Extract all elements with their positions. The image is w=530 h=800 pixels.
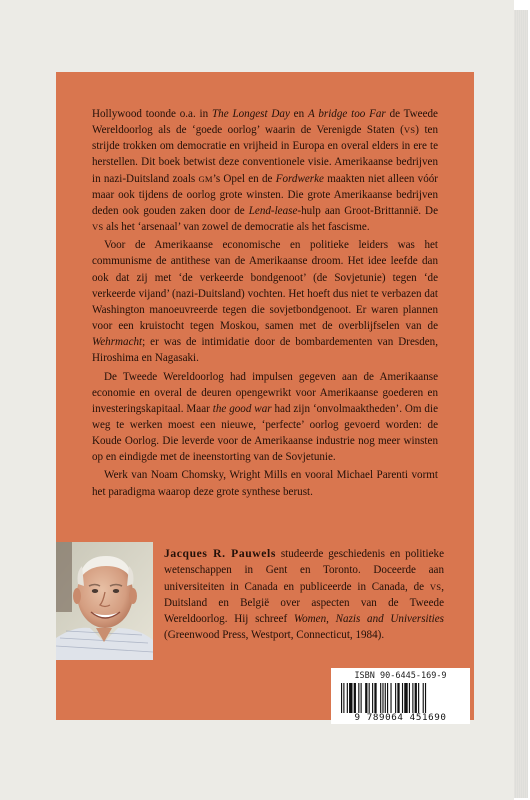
barcode-bar bbox=[354, 683, 356, 713]
orange-text-panel bbox=[56, 72, 474, 723]
text-run: studeerde geschiedenis en politieke wetenschappen in Gent en Toronto. Doceerde aan universiteiten in Canada en publiceerde in Canada, de bbox=[164, 548, 444, 593]
page-edge bbox=[514, 10, 528, 798]
text-run: had zijn ‘onvolmaaktheden’. Om die weg te werken moest een nieuwe, ‘perfecte’ oorlog gevoerd worden: de Koude Oorlog. Die leverde voor de Amerikaanse industrie nog meer winsten op en eindigde met de ineenstorting van de Sovjetunie. bbox=[92, 402, 438, 464]
ean-number: 9 789064 451690 bbox=[354, 712, 447, 723]
abbreviation: VS bbox=[429, 581, 442, 592]
barcode-bar bbox=[369, 683, 370, 713]
text-run: -hulp aan Groot-Brittannië. De bbox=[297, 204, 438, 217]
barcode-bar bbox=[390, 683, 391, 713]
barcode-bar bbox=[343, 683, 344, 713]
author-photo bbox=[56, 542, 153, 660]
barcode-bar bbox=[347, 683, 348, 713]
abbreviation: VS bbox=[92, 222, 104, 233]
author-name: Jacques R. Pauwels bbox=[164, 547, 276, 560]
text-run: ) ten strijde trokken om democratie en vrijheid in Europa en overal elders in ere te herstellen. Dit boek betwist deze conventionele visie. Amerikaanse bedrijven in nazi-Duitsland zoals bbox=[92, 124, 438, 185]
barcode-bar bbox=[418, 683, 419, 713]
company-name: Fordwerke bbox=[275, 172, 324, 185]
barcode-bar bbox=[397, 683, 399, 713]
abbreviation: GM bbox=[198, 173, 213, 184]
barcode-bar bbox=[395, 683, 396, 713]
term: Wehrmacht bbox=[92, 336, 143, 349]
barcode-bar bbox=[409, 683, 410, 713]
blurb-paragraph-1 bbox=[92, 106, 438, 235]
barcode-bar bbox=[374, 683, 376, 713]
barcode-bar bbox=[372, 683, 373, 713]
isbn-number: ISBN 90-6445-169-9 bbox=[354, 671, 447, 681]
blurb-text bbox=[92, 106, 438, 502]
barcode-bar bbox=[358, 683, 359, 713]
program-name: Lend-lease bbox=[248, 204, 298, 217]
author-portrait-graphic bbox=[56, 542, 153, 660]
film-title: The Longest Day bbox=[212, 108, 290, 120]
barcode-bar bbox=[361, 683, 362, 713]
blurb-paragraph-2 bbox=[92, 237, 438, 366]
barcode-bar bbox=[423, 683, 424, 713]
barcode-bar bbox=[425, 683, 426, 713]
barcode-bar bbox=[404, 683, 407, 713]
barcode-bar bbox=[382, 683, 383, 713]
barcode-bars bbox=[341, 683, 460, 713]
text-run: De Tweede Wereldoorlog had impulsen gegeven aan de Amerikaanse economie en overal de deuren opengewrikt voor Amerikaanse goederen en investeringskapitaal. Maar bbox=[92, 370, 438, 415]
text-run: ; er was de intimidatie door de bombardementen van Dresden, Hiroshima en Nagasaki. bbox=[92, 336, 438, 365]
text-run: ’s Opel en de bbox=[212, 172, 276, 185]
barcode-bar bbox=[415, 683, 417, 713]
text-run: en bbox=[289, 108, 308, 120]
book-title: Women, Nazis and Universities bbox=[293, 613, 444, 626]
barcode-bar bbox=[341, 683, 342, 713]
blurb-paragraph-4: Werk van Noam Chomsky, Wright Mills en vooral Michael Parenti vormt het paradigma waarop deze grote synthese berust. bbox=[92, 469, 438, 498]
barcode-bar bbox=[385, 683, 386, 713]
text-run: de Tweede Wereldoorlog als de ‘goede oorlog’ waarin de Verenigde Staten ( bbox=[92, 108, 438, 137]
barcode-bar bbox=[387, 683, 388, 713]
barcode-bar bbox=[349, 683, 352, 713]
barcode-bar bbox=[365, 683, 367, 713]
author-bio bbox=[164, 546, 444, 644]
isbn-barcode bbox=[331, 668, 470, 724]
abbreviation: VS bbox=[403, 125, 416, 136]
text-run: als het ‘arsenaal’ van zowel de democratie als het fascisme. bbox=[103, 221, 370, 234]
text-run: (Greenwood Press, Westport, Connecticut, 1984). bbox=[164, 629, 385, 642]
text-run: Hollywood toonde o.a. in bbox=[92, 108, 212, 120]
barcode-bar bbox=[412, 683, 413, 713]
barcode-bar bbox=[380, 683, 381, 713]
barcode-bar bbox=[402, 683, 403, 713]
blurb-paragraph-3 bbox=[92, 369, 438, 466]
text-run: maakten niet alleen vóór maar ook tijdens de oorlog grote winsten. Die grote Amerikaanse bedrijven deden ook gouden zaken door de bbox=[92, 172, 439, 217]
text-run: , Duitsland en België over aspecten van de Tweede Wereldoorlog. Hij schreef bbox=[164, 580, 444, 626]
text-run: Voor de Amerikaanse economische en politieke leiders was het communisme de antithese van de Amerikaanse droom. Het idee leefde dan ook dat zij met ‘de verkeerde bondgenoot’ (de Sovjetunie) tegen ‘de verkeerde vijand’ (nazi-Duitsland) vochten. Het hoeft dus niet te verbazen dat Washington manoeuvreerde tegen die sovjetbondgenoot. Er waren plannen voor een kruistocht tegen Moskou, samen met de overblijfselen van de bbox=[92, 239, 438, 333]
term: the good war bbox=[212, 402, 272, 415]
film-title: A bridge too Far bbox=[307, 108, 386, 120]
